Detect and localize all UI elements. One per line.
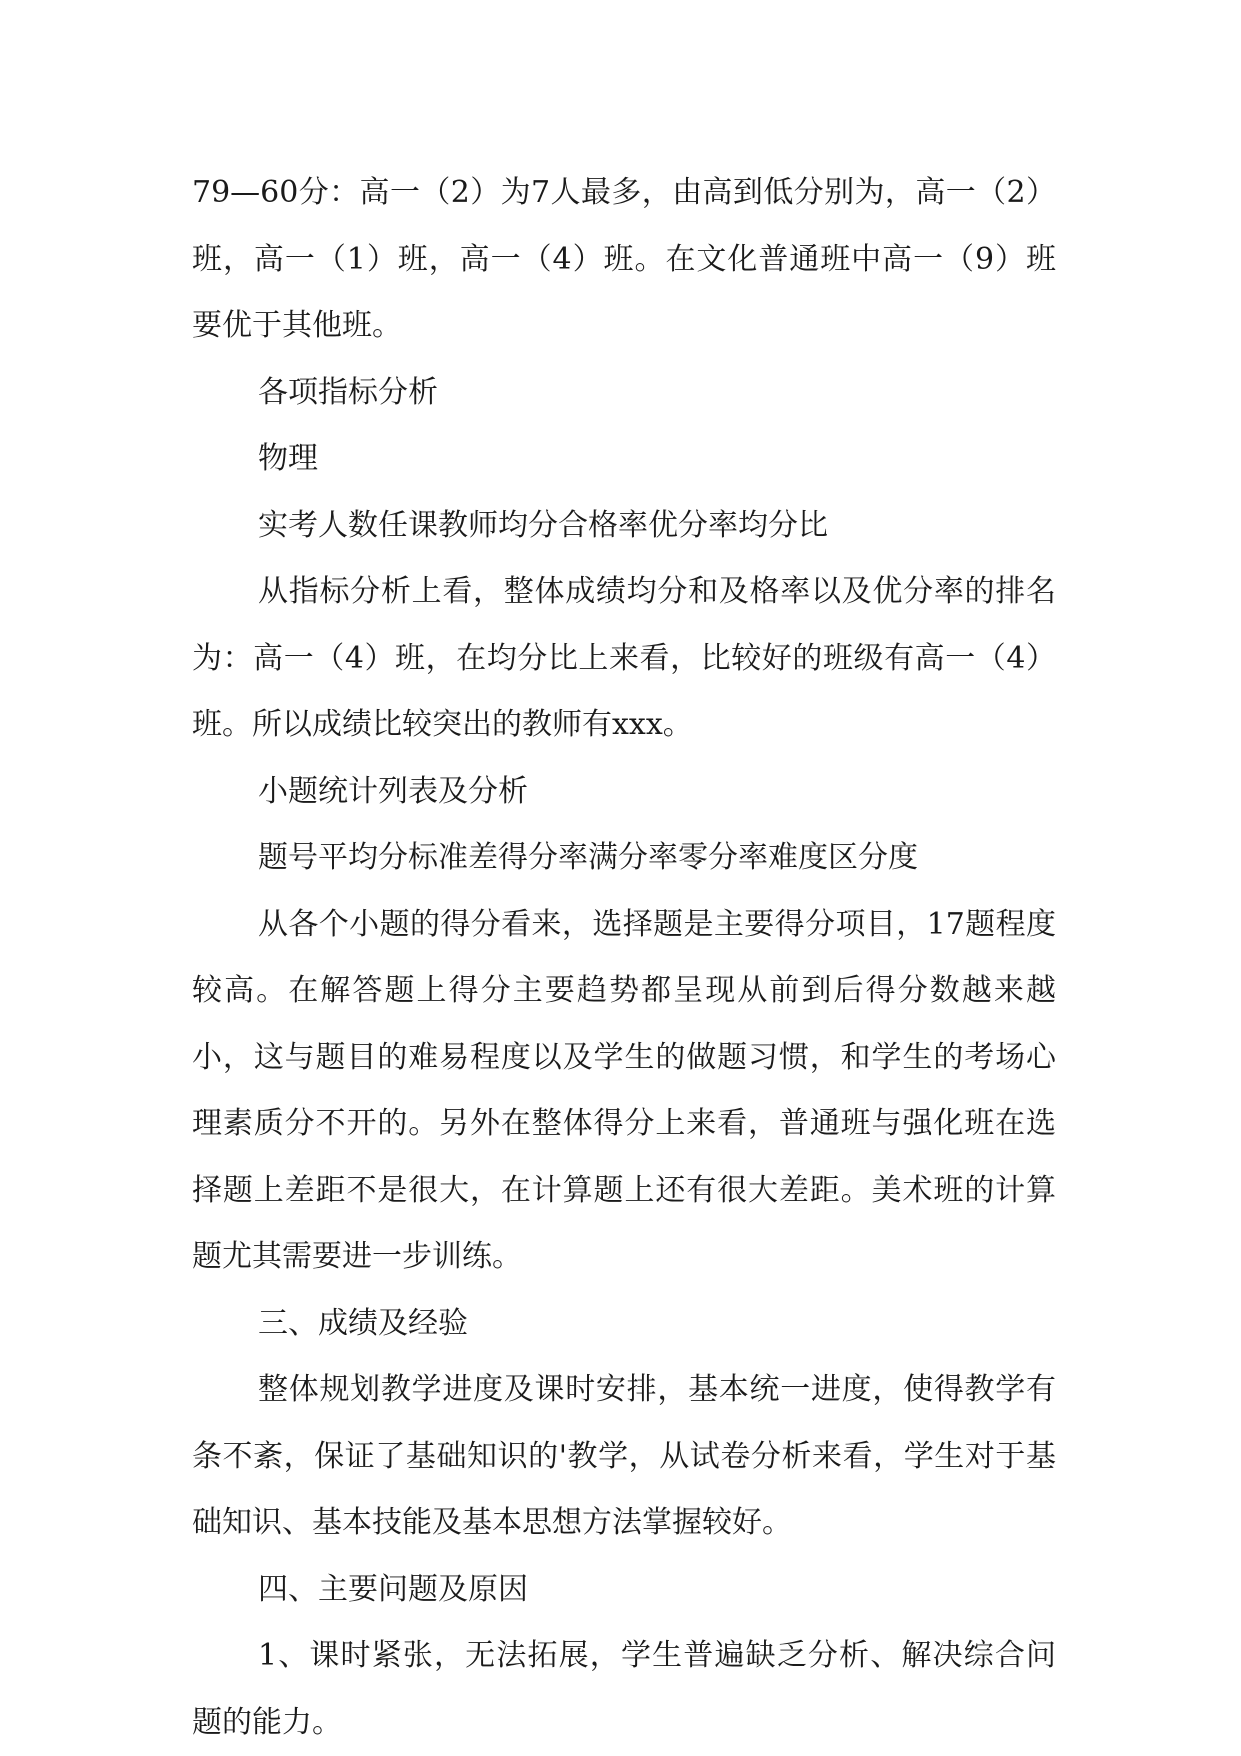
heading-main-problems: 四、主要问题及原因: [258, 1571, 528, 1607]
paragraph-teaching-plan: 整体规划教学进度及课时安排，基本统一进度，使得教学有条不紊，保证了基础知识的'教学，从试卷分析来看，学生对于基础知识、基本技能及基本思想方法掌握较好。: [192, 1372, 1056, 1540]
heading-question-statistics: 小题统计列表及分析: [258, 773, 528, 809]
heading-results-experience: 三、成绩及经验: [258, 1305, 468, 1341]
paragraph-question-analysis: 从各个小题的得分看来，选择题是主要得分项目，17题程度较高。在解答题上得分主要趋势都呈现从前到后得分数越来越小，这与题目的难易程度以及学生的做题习惯，和学生的考场心理素质分不开的。另外在整体得分上来看，普通班与强化班在选择题上差距不是很大，在计算题上还有很大差距。美术班的计算题尤其需要进一步训练。: [192, 906, 1056, 1274]
table-header-question-stats: 题号平均分标准差得分率满分率零分率难度区分度: [258, 840, 918, 875]
table-header-indicators: 实考人数任课教师均分合格率优分率均分比: [258, 507, 828, 543]
paragraph-score-distribution: 79—60分：高一（2）为7人最多，由高到低分别为，高一（2）班，高一（1）班，高一（4）班。在文化普通班中高一（9）班要优于其他班。: [192, 175, 1056, 343]
heading-indicator-analysis: 各项指标分析: [258, 374, 438, 410]
heading-physics: 物理: [258, 441, 318, 476]
paragraph-indicator-ranking: 从指标分析上看，整体成绩均分和及格率以及优分率的排名为：高一（4）班，在均分比上来看，比较好的班级有高一（4）班。所以成绩比较突出的教师有xxx。: [192, 574, 1056, 742]
paragraph-problem-1: 1、课时紧张，无法拓展，学生普遍缺乏分析、解决综合问题的能力。: [192, 1638, 1056, 1740]
document-body: [192, 160, 1056, 1756]
